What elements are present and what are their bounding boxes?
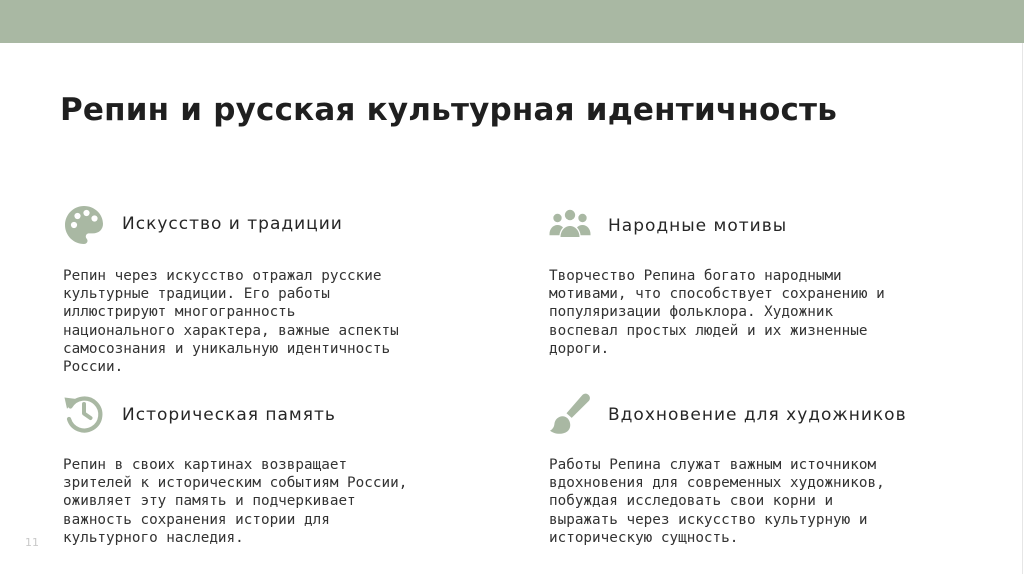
people-icon <box>548 203 592 247</box>
card-text-folk-motifs: Творчество Репина богато народными мотивами, что способствует сохранению и популяризации фольклора. Художник воспевал простых людей и их жизненные дороги. <box>549 268 885 357</box>
card-heading-inspiration: Вдохновение для художников <box>608 405 907 425</box>
page-number: 11 <box>25 536 39 549</box>
card-heading-traditions: Искусство и традиции <box>122 214 343 234</box>
top-accent-bar <box>0 0 1024 43</box>
card-text-historical-memory: Репин в своих картинах возвращает зрителей к историческим событиям России, оживляет эту память и подчеркивает важность сохранения истории для культурного наследия. <box>63 457 408 546</box>
card-text-inspiration: Работы Репина служат важным источником вдохновения для современных художников, побуждая исследовать свои корни и выражать через искусство культурную и историческую сущность. <box>549 457 885 546</box>
card-heading-historical-memory: Историческая память <box>122 405 336 425</box>
slide-title: Репин и русская культурная идентичность <box>60 92 838 128</box>
history-clock-icon <box>62 391 106 435</box>
paintbrush-icon <box>548 391 592 435</box>
palette-icon <box>62 203 106 247</box>
card-text-traditions: Репин через искусство отражал русские культурные традиции. Его работы иллюстрируют многогранность национального характера, важные аспекты самосознания и уникальную идентичность России. <box>63 268 399 376</box>
card-heading-folk-motifs: Народные мотивы <box>608 216 788 236</box>
